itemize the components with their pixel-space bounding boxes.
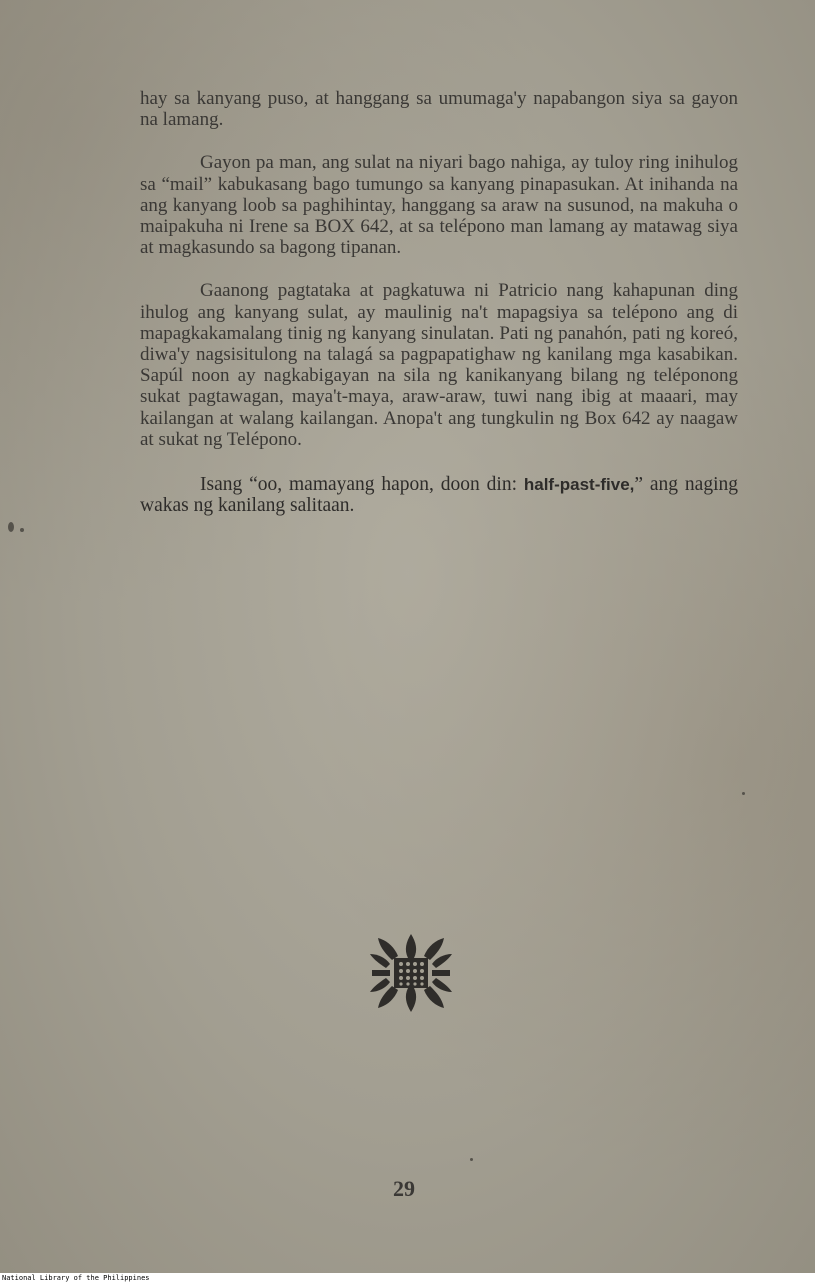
- paragraph-continued: hay sa kanyang puso, at hanggang sa umumaga'y napabangon siya sa gayon na lamang.: [140, 88, 738, 131]
- page-text: [140, 88, 738, 516]
- final-text-start: Isang “oo, mamayang hapon, doon din:: [200, 474, 524, 496]
- paper-speck: [8, 522, 14, 532]
- paragraph: Gaanong pagtataka at pagkatuwa ni Patricio nang kahapunan ding ihulog ang kanyang sulat, ay maulinig na't mapagsiya sa telépono ang di mapagkakamalang tinig ng kanyang sinulatan. Pati ng panahón, pati ng koreó, diwa'y nagsisitulong na talagá sa pagpapatighaw ng kanilang mga kasabikan. Sapúl noon ay nagkabigayan na sila ng kanikanyang bilang ng teléponong sukat pagtawagan, maya't-maya, araw-araw, tuwi nang ibig at maaari, may kailangan at walang kailangan. Anopa't ang tungkulin ng Box 642 ay naagaw at sukat ng Telépono.: [140, 280, 738, 450]
- paper-speck: [470, 1158, 473, 1161]
- floral-ornament-icon: [368, 932, 454, 1014]
- final-text-end: ” ang naging wakas ng kanilang salitaan.: [140, 474, 738, 517]
- paragraph: Gayon pa man, ang sulat na niyari bago nahiga, ay tuloy ring inihulog sa “mail” kabukasang bago tumungo sa kanyang pinapasukan. At inihanda na ang kanyang loob sa paghihintay, hanggang sa araw na susunod, na makuha o maipakuha ni Irene sa BOX 642, at sa telépono man lamang ay matawag siya at magkasundo sa bagong tipanan.: [140, 152, 738, 259]
- paper-speck: [20, 528, 24, 532]
- paper-speck: [742, 792, 745, 795]
- paragraph-final: [140, 474, 738, 516]
- page-number: 29: [393, 1176, 415, 1201]
- final-text-bold: half-past-five,: [523, 475, 635, 495]
- footer-credit: National Library of the Philippines: [2, 1274, 150, 1282]
